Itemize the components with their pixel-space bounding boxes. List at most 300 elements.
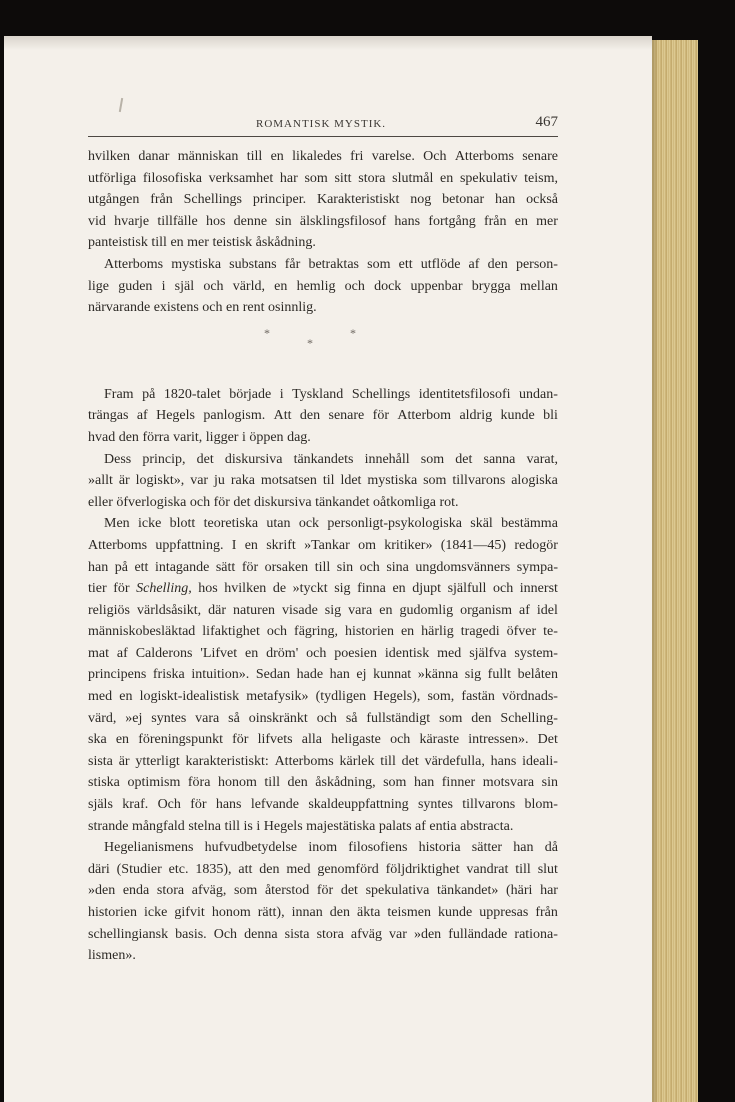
text-word: Atterboms bbox=[454, 149, 514, 164]
text-word: enda bbox=[122, 883, 150, 899]
text-word: Men bbox=[104, 516, 130, 532]
text-word: etc. bbox=[168, 861, 189, 877]
text-word: människan bbox=[177, 149, 239, 164]
text-word: ungdomsvänners bbox=[415, 559, 511, 575]
text-word: och bbox=[266, 624, 288, 640]
text-word: schellingiansk bbox=[88, 926, 169, 942]
text-word: blott bbox=[169, 516, 196, 532]
text-line bbox=[88, 276, 558, 298]
text-word: senare bbox=[522, 149, 558, 164]
text-word: alogiska bbox=[511, 473, 558, 489]
text-word: innan bbox=[291, 905, 323, 920]
text-word: de bbox=[272, 581, 287, 597]
text-word: belåten bbox=[517, 667, 558, 683]
text-word: själ bbox=[174, 278, 195, 294]
text-word: filosofiens bbox=[348, 840, 408, 856]
text-word: vara bbox=[195, 710, 220, 726]
text-word: sätter bbox=[471, 840, 503, 856]
text-word: osinnlig. bbox=[268, 300, 317, 316]
text-word: teism, bbox=[524, 170, 558, 186]
text-word: käraste bbox=[419, 732, 460, 748]
text-line bbox=[88, 621, 558, 643]
text-word: lifvets bbox=[257, 732, 293, 748]
paragraph bbox=[88, 513, 558, 837]
text-word: sin bbox=[275, 213, 292, 229]
text-word: förra bbox=[142, 429, 174, 445]
text-word: Att bbox=[273, 408, 292, 424]
text-word: tänkandet» bbox=[436, 883, 499, 899]
text-word: skrift bbox=[266, 537, 296, 553]
text-word: tillfälle bbox=[157, 213, 198, 229]
text-word: på bbox=[142, 386, 156, 402]
text-word: fulländade bbox=[448, 926, 508, 942]
text-word: en bbox=[379, 602, 393, 618]
text-word: hans bbox=[394, 213, 421, 229]
text-word: ideali- bbox=[522, 753, 558, 769]
text-line bbox=[88, 945, 558, 967]
text-word: med bbox=[437, 645, 462, 661]
text-word: finna bbox=[357, 581, 386, 597]
text-word: som bbox=[420, 451, 445, 467]
text-word: varat, bbox=[526, 451, 558, 467]
text-word: Atterbom bbox=[397, 408, 452, 424]
text-word: 'Lifvet bbox=[200, 645, 238, 661]
text-word: åskådning, bbox=[315, 775, 376, 791]
text-word: då bbox=[544, 840, 558, 856]
text-word: panlogism. bbox=[203, 408, 266, 424]
text-word: identitetsfilosofi bbox=[418, 386, 511, 402]
text-word: rent bbox=[242, 300, 268, 316]
text-word: till bbox=[380, 753, 396, 769]
text-word: majestätiska bbox=[306, 818, 379, 834]
text-word: Fram bbox=[104, 386, 134, 402]
text-word: betraktas bbox=[308, 256, 359, 272]
text-word: mellan bbox=[519, 278, 558, 294]
text-word: hos bbox=[198, 581, 218, 597]
text-word: föreningspunkt bbox=[138, 732, 223, 748]
text-word: djupt bbox=[412, 581, 441, 597]
paragraph bbox=[88, 384, 558, 449]
text-word: det bbox=[340, 883, 358, 899]
text-word: mystiska bbox=[367, 473, 418, 489]
text-word: om bbox=[358, 537, 376, 553]
text-word: och bbox=[344, 278, 365, 294]
text-word: mer bbox=[187, 235, 213, 251]
text-word: Calderons bbox=[135, 645, 193, 661]
text-word: och bbox=[306, 645, 327, 661]
text-word: själfva bbox=[469, 645, 507, 661]
text-word: mer bbox=[536, 213, 558, 229]
text-word: öfverlogiska bbox=[116, 494, 190, 510]
text-word: fägring, bbox=[294, 624, 338, 640]
text-word: »tyckt bbox=[292, 581, 328, 597]
text-word: slut bbox=[537, 861, 558, 877]
text-word: till bbox=[246, 149, 263, 164]
text-word: af bbox=[116, 645, 128, 661]
text-word: principer. bbox=[252, 192, 307, 208]
text-word: varit, bbox=[173, 429, 206, 445]
text-word: stelna bbox=[188, 818, 225, 834]
text-word: te- bbox=[543, 624, 558, 640]
text-word: i bbox=[279, 386, 284, 402]
text-word: mystiska bbox=[171, 256, 222, 272]
text-word: den bbox=[118, 429, 143, 445]
text-word: Hegels bbox=[156, 408, 195, 424]
text-word: finner bbox=[441, 775, 476, 791]
text-word: människobesläktad bbox=[88, 624, 196, 640]
text-word: och bbox=[203, 278, 224, 294]
text-word: dag. bbox=[287, 429, 311, 445]
text-word: rot. bbox=[439, 494, 459, 510]
text-word: stora bbox=[316, 926, 344, 942]
text-line bbox=[88, 902, 558, 924]
text-line bbox=[88, 405, 558, 427]
text-word: afväg, bbox=[191, 883, 227, 899]
text-word: hemlig bbox=[296, 278, 336, 294]
text-word: hade bbox=[296, 667, 324, 683]
text-word: metafysik» bbox=[246, 689, 309, 705]
paragraph bbox=[88, 837, 558, 967]
text-word: strande bbox=[88, 818, 132, 834]
text-word: till bbox=[151, 235, 171, 251]
separator-star: * bbox=[350, 325, 356, 340]
text-word: existens bbox=[153, 300, 203, 316]
text-word: heligaste bbox=[331, 732, 381, 748]
text-word: öfver bbox=[506, 624, 537, 640]
text-word: diskursiva bbox=[254, 494, 316, 510]
text-word: får bbox=[284, 256, 301, 272]
text-word: kärlek bbox=[339, 753, 375, 769]
text-word: system- bbox=[514, 645, 558, 661]
text-word: hvilken bbox=[224, 581, 267, 597]
text-word: uppenbar bbox=[410, 278, 463, 294]
text-word: denne bbox=[233, 213, 268, 229]
text-word: icke bbox=[144, 905, 168, 920]
text-word: det bbox=[196, 451, 214, 467]
text-word: (1841—45) bbox=[440, 537, 507, 553]
text-word: bli bbox=[543, 408, 558, 424]
text-word: han bbox=[513, 840, 534, 856]
text-word: Hegels bbox=[263, 818, 307, 834]
text-line bbox=[88, 535, 558, 557]
text-word: och bbox=[390, 732, 411, 748]
text-word: Schellings bbox=[183, 192, 242, 208]
text-word: Atterboms bbox=[88, 537, 148, 553]
text-word: icke bbox=[138, 516, 162, 532]
text-word: i bbox=[256, 818, 264, 834]
text-word: sina bbox=[386, 559, 409, 575]
text-word: tänkandet bbox=[315, 494, 373, 510]
text-word: som, bbox=[427, 689, 455, 705]
text-word: för bbox=[113, 581, 130, 597]
text-word: lismen». bbox=[88, 948, 136, 964]
text-word: utan bbox=[266, 516, 291, 532]
text-word: öppen bbox=[249, 429, 288, 445]
text-word: en bbox=[170, 235, 188, 251]
text-word: likaledes bbox=[292, 149, 342, 164]
text-word: och bbox=[202, 300, 227, 316]
text-line bbox=[88, 837, 558, 859]
text-word: däri bbox=[88, 861, 110, 877]
text-word: den bbox=[487, 256, 508, 272]
text-word: personligt-psykologiska bbox=[327, 516, 462, 532]
text-word: vandrat bbox=[466, 861, 509, 877]
text-word: var bbox=[389, 926, 407, 942]
text-word: härlig bbox=[421, 624, 454, 640]
text-line bbox=[88, 513, 558, 535]
text-word: vara bbox=[348, 602, 373, 618]
text-word: från bbox=[150, 192, 173, 208]
text-word: innerst bbox=[519, 581, 558, 597]
text-word: från bbox=[535, 905, 558, 920]
page-header bbox=[88, 116, 558, 137]
text-line bbox=[88, 859, 558, 881]
text-word: karakteristiskt: bbox=[185, 753, 269, 769]
text-word: ju bbox=[214, 473, 225, 489]
text-word: motsvara bbox=[482, 775, 535, 791]
text-word: honom bbox=[211, 905, 251, 920]
text-word: poesien bbox=[334, 645, 378, 661]
text-word: som bbox=[383, 775, 407, 791]
text-line bbox=[88, 146, 558, 168]
text-word: is bbox=[243, 818, 257, 834]
text-word: abstracta. bbox=[460, 818, 514, 834]
text-word: den bbox=[329, 905, 350, 920]
text-word: är bbox=[118, 753, 130, 769]
text-word: han bbox=[88, 559, 109, 575]
text-word: så bbox=[345, 710, 358, 726]
text-word: hvarje bbox=[114, 213, 150, 229]
text-word: sig bbox=[464, 667, 482, 683]
text-word: fullt bbox=[487, 667, 512, 683]
text-line bbox=[88, 168, 558, 190]
text-word: utförliga bbox=[88, 170, 137, 186]
text-line bbox=[88, 924, 558, 946]
text-word: till bbox=[264, 775, 280, 791]
text-word: rätt), bbox=[257, 905, 285, 920]
text-word: har bbox=[279, 170, 298, 186]
text-word: äkta bbox=[357, 905, 381, 920]
text-word: för bbox=[372, 408, 389, 424]
text-word: gudomlig bbox=[399, 602, 454, 618]
text-word: visade bbox=[282, 602, 318, 618]
text-word: logiskt-idealistisk bbox=[139, 689, 240, 705]
text-word: nog bbox=[410, 192, 432, 208]
text-line bbox=[88, 880, 558, 902]
text-word: diskursiva bbox=[224, 451, 283, 467]
text-word: en bbox=[514, 213, 528, 229]
separator-star: * bbox=[264, 325, 270, 340]
text-word: logiskt», bbox=[135, 473, 185, 489]
text-line bbox=[88, 816, 558, 838]
text-word: honom bbox=[217, 775, 257, 791]
text-word: raka bbox=[230, 473, 255, 489]
text-word: en bbox=[226, 300, 243, 316]
page-number: 467 bbox=[535, 114, 558, 130]
text-word: redogör bbox=[514, 537, 558, 553]
text-line bbox=[88, 643, 558, 665]
text-line bbox=[88, 297, 558, 319]
text-word: mångfald bbox=[131, 818, 189, 834]
text-word: och bbox=[316, 710, 337, 726]
text-line bbox=[88, 384, 558, 406]
text-word: lifaktighet bbox=[202, 624, 260, 640]
text-word: kunnat bbox=[373, 667, 412, 683]
text-word: dröm' bbox=[266, 645, 299, 661]
text-line bbox=[88, 470, 558, 492]
text-word: palats bbox=[378, 818, 416, 834]
text-word: »känna bbox=[417, 667, 459, 683]
paragraph bbox=[88, 254, 558, 319]
text-word: mat bbox=[88, 645, 109, 661]
text-word: skaldeuppfattning bbox=[308, 797, 409, 813]
text-word: stora bbox=[156, 883, 185, 899]
text-word: den bbox=[287, 775, 308, 791]
text-word: vid bbox=[88, 213, 106, 229]
text-word: ska bbox=[88, 732, 107, 748]
text-word: åskådning. bbox=[255, 235, 316, 251]
text-word: af bbox=[136, 408, 148, 424]
text-word: sista bbox=[88, 753, 113, 769]
text-word: för bbox=[316, 883, 334, 899]
text-word: historia bbox=[418, 840, 461, 856]
text-line bbox=[88, 708, 558, 730]
text-word: sin bbox=[336, 559, 354, 575]
text-word: tillvarons bbox=[452, 473, 506, 489]
text-word: spekulativa bbox=[365, 883, 430, 899]
text-word: en bbox=[270, 149, 284, 164]
running-head: ROMANTISK MYSTIK. bbox=[256, 118, 387, 130]
text-word: uppfattning. bbox=[155, 537, 224, 553]
text-word: Hegels), bbox=[373, 689, 421, 705]
text-word: som bbox=[423, 473, 447, 489]
text-line bbox=[88, 492, 558, 514]
text-word: naturen bbox=[233, 602, 276, 618]
text-word: danar bbox=[138, 149, 170, 164]
text-word: undan- bbox=[519, 386, 558, 402]
text-word: hufvudbetydelse bbox=[204, 840, 298, 856]
text-word: motsatsen bbox=[260, 473, 317, 489]
text-word: person- bbox=[515, 256, 558, 272]
text-word: afväg bbox=[350, 926, 382, 942]
text-word: historien bbox=[88, 905, 137, 920]
text-word: det bbox=[455, 451, 473, 467]
text-word: ock bbox=[298, 516, 320, 532]
text-word: sista bbox=[284, 926, 310, 942]
text-word: följdriktighet bbox=[385, 861, 460, 877]
text-line bbox=[88, 794, 558, 816]
text-word: genomförd bbox=[317, 861, 379, 877]
text-word: som bbox=[233, 883, 258, 899]
text-word: Schellings bbox=[351, 386, 411, 402]
text-word: älsklingsfilosof bbox=[299, 213, 387, 229]
text-word: ej bbox=[356, 667, 367, 683]
text-word: teistisk bbox=[212, 235, 256, 251]
text-word: till bbox=[314, 559, 331, 575]
paragraph bbox=[88, 449, 558, 514]
text-word: optimism bbox=[127, 775, 181, 791]
text-word: hans bbox=[215, 797, 242, 813]
text-word: idel bbox=[536, 602, 558, 618]
text-word: tier bbox=[88, 581, 107, 597]
text-word: för bbox=[232, 732, 249, 748]
text-word: hos bbox=[205, 213, 226, 229]
text-word: är bbox=[118, 473, 130, 489]
text-line bbox=[88, 772, 558, 794]
text-word: syntes bbox=[417, 797, 453, 813]
text-line bbox=[88, 600, 558, 622]
text-word: principens bbox=[88, 667, 147, 683]
text-word: fortgång bbox=[428, 213, 476, 229]
text-word: inom bbox=[308, 840, 338, 856]
text-word: Sedan bbox=[255, 667, 291, 683]
text-word: oinskränkt bbox=[248, 710, 308, 726]
text-word: för bbox=[190, 797, 207, 813]
text-word: Hegelianismens bbox=[104, 840, 194, 856]
text-word: bestämma bbox=[501, 516, 558, 532]
text-line bbox=[88, 232, 558, 254]
text-word: Det bbox=[537, 732, 558, 748]
text-word: till bbox=[224, 818, 244, 834]
text-word: »Tankar bbox=[304, 537, 350, 553]
text-word: till bbox=[515, 861, 531, 877]
text-word: en bbox=[400, 624, 415, 640]
text-line bbox=[88, 449, 558, 471]
text-word: kritiker» bbox=[384, 537, 433, 553]
text-word: en bbox=[274, 278, 288, 294]
text-word: började bbox=[229, 386, 272, 402]
text-word: til bbox=[322, 473, 335, 489]
text-word: Karakteristiskt bbox=[316, 192, 400, 208]
text-word: stiska bbox=[88, 775, 120, 791]
text-word: brygga bbox=[471, 278, 511, 294]
text-word: hans bbox=[490, 753, 517, 769]
text-word: blom- bbox=[524, 797, 558, 813]
text-word: i bbox=[241, 429, 250, 445]
text-word: har bbox=[540, 883, 558, 899]
text-word: den bbox=[259, 861, 280, 877]
text-word: syntes bbox=[151, 710, 187, 726]
text-word: tänkandets bbox=[293, 451, 354, 467]
text-word: ytterligt bbox=[135, 753, 180, 769]
text-word: af bbox=[518, 602, 530, 618]
text-word: guden bbox=[118, 278, 153, 294]
text-word: utgången bbox=[88, 192, 140, 208]
text-word: substans bbox=[229, 256, 277, 272]
text-word: lefvande bbox=[250, 797, 300, 813]
text-word: ett bbox=[134, 559, 149, 575]
text-word: kunde bbox=[438, 905, 473, 920]
text-word: eller bbox=[88, 494, 117, 510]
text-word: »allt bbox=[88, 473, 113, 489]
text-word: skäl bbox=[470, 516, 493, 532]
text-word: oåtkomliga bbox=[373, 494, 440, 510]
text-line bbox=[88, 751, 558, 773]
text-word: Dess bbox=[104, 451, 132, 467]
text-word: af bbox=[468, 256, 480, 272]
text-word: själfull bbox=[447, 581, 487, 597]
text-word: en bbox=[245, 645, 259, 661]
text-word: basis. bbox=[175, 926, 207, 942]
text-word: 1835), bbox=[195, 861, 232, 877]
text-word: af bbox=[415, 818, 430, 834]
text-word: (häri bbox=[506, 883, 533, 899]
text-word: trängas bbox=[88, 408, 129, 424]
text-word: återstod bbox=[264, 883, 310, 899]
text-word: intagande bbox=[154, 559, 210, 575]
text-word: sympa- bbox=[516, 559, 558, 575]
text-word: och bbox=[189, 494, 214, 510]
